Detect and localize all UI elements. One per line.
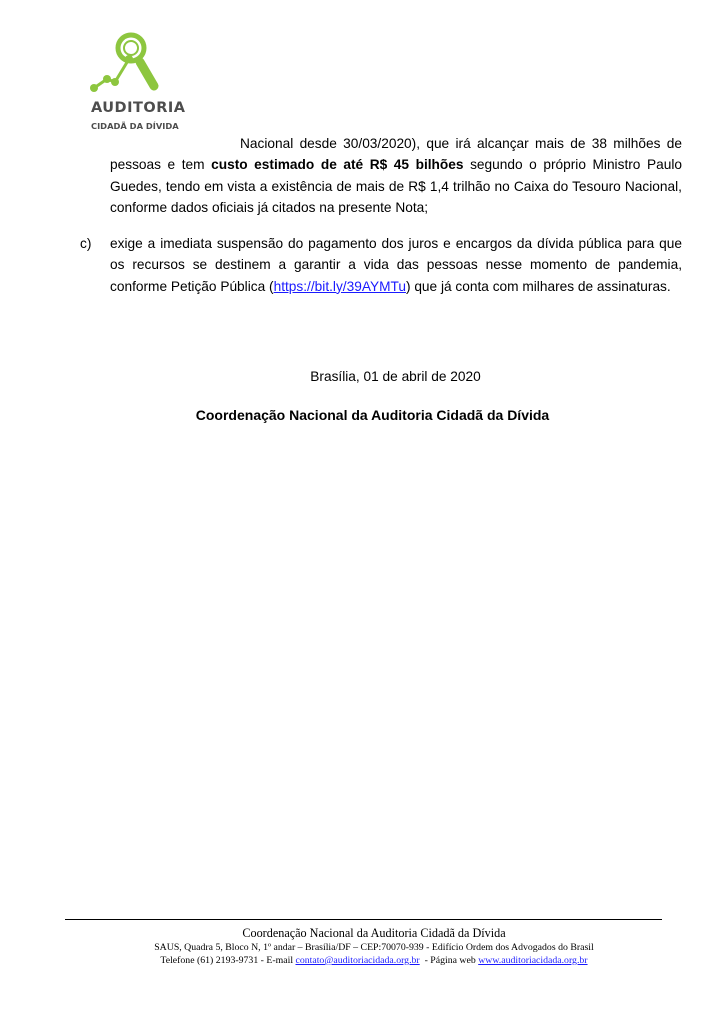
footer-org: Coordenação Nacional da Auditoria Cidadã da Dívida	[242, 926, 506, 940]
footer-phone: Telefone (61) 2193-9731 - E-mail	[160, 955, 296, 966]
footer-divider	[65, 919, 662, 920]
date-line: Brasília, 01 de abril de 2020	[310, 369, 481, 384]
petition-link[interactable]: https://bit.ly/39AYMTu	[273, 278, 406, 294]
paragraph-text: segundo o próprio Ministro Paulo Guedes, tendo em vista a existência de mais de R$ 1,4 trilhão no Caixa do Tesouro Nacional, conforme dados oficiais já citados na presente Nota;	[110, 157, 682, 215]
footer-website-link[interactable]: www.auditoriacidada.org.br	[478, 955, 588, 966]
list-item-text: ) que já conta com milhares de assinaturas.	[405, 278, 671, 294]
logo-title: AUDITORIA	[91, 100, 186, 116]
footer-web-label: - Página web	[419, 955, 479, 966]
logo	[82, 32, 192, 137]
logo-subtitle: CIDADÃ DA DÍVIDA	[91, 121, 179, 131]
list-item-text: exige a imediata suspensão do pagamento dos juros e encargos da dívida pública para que os recursos se destinem a garantir a vida das pessoas nesse momento de pandemia, conforme Petição Pública (	[110, 236, 682, 294]
list-item-c	[110, 233, 682, 297]
footer-contact	[0, 955, 724, 966]
footer-email-link[interactable]: contato@auditoriacidada.org.br	[295, 955, 420, 966]
paragraph-text: Nacional desde 30/03/2020), que irá alcançar mais de 38 milhões de pessoas e tem	[110, 136, 682, 173]
paragraph-continuation	[110, 133, 682, 218]
list-marker: c)	[80, 236, 92, 251]
footer-address: SAUS, Quadra 5, Bloco N, 1º andar – Brasília/DF – CEP:70070-939 - Edifício Ordem dos Advogados do Brasil	[154, 942, 594, 953]
paragraph-bold-text: custo estimado de até R$ 45 bilhões	[211, 157, 464, 173]
magnifier-chart-icon	[82, 32, 192, 102]
signature-line: Coordenação Nacional da Auditoria Cidadã da Dívida	[195, 407, 550, 423]
